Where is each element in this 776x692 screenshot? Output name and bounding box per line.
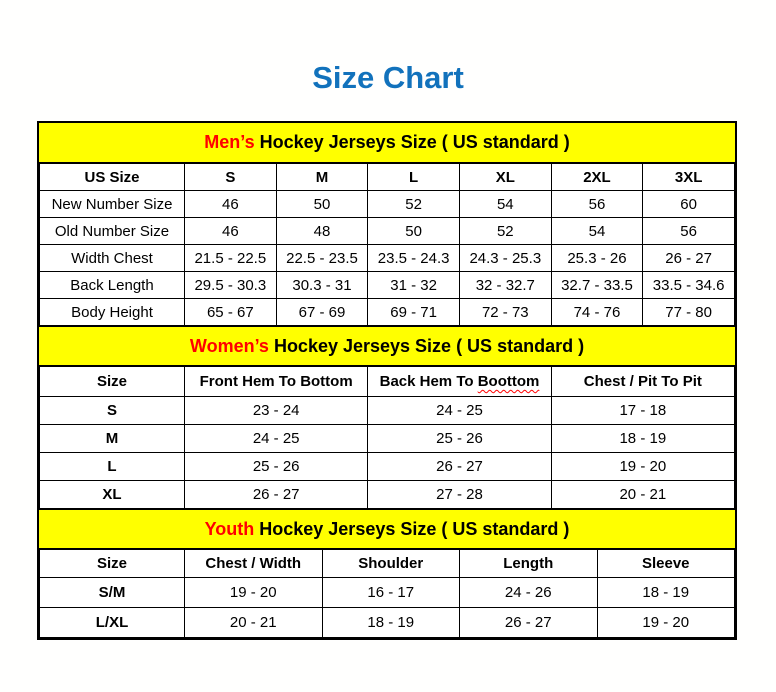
size-value-cell: 46: [185, 218, 277, 245]
column-header: L: [368, 164, 460, 191]
table-row: [40, 425, 735, 453]
size-value-cell: 24 - 26: [460, 578, 598, 608]
size-value-cell: 69 - 71: [368, 299, 460, 326]
size-chart-tables: [37, 121, 737, 640]
size-value-cell: 54: [459, 191, 551, 218]
youth-header-row: [40, 550, 735, 578]
size-value-cell: 31 - 32: [368, 272, 460, 299]
size-value-cell: 33.5 - 34.6: [643, 272, 735, 299]
size-value-cell: 25 - 26: [185, 453, 368, 481]
size-value-cell: 30.3 - 31: [276, 272, 368, 299]
size-value-cell: 52: [459, 218, 551, 245]
size-value-cell: 26 - 27: [368, 453, 551, 481]
mens-banner-text: Hockey Jerseys Size ( US standard ): [254, 132, 570, 152]
size-value-cell: 25.3 - 26: [551, 245, 643, 272]
row-label: S: [40, 397, 185, 425]
size-value-cell: 65 - 67: [185, 299, 277, 326]
size-value-cell: 56: [643, 218, 735, 245]
womens-banner-highlight: Women’s: [189, 336, 269, 356]
column-header: Chest / Width: [185, 550, 323, 578]
size-value-cell: 19 - 20: [185, 578, 323, 608]
table-row: [40, 218, 735, 245]
column-header: Chest / Pit To Pit: [551, 367, 734, 397]
row-label: Back Length: [40, 272, 185, 299]
table-row: [40, 299, 735, 326]
row-label: L: [40, 453, 185, 481]
table-row: [40, 453, 735, 481]
size-value-cell: 72 - 73: [459, 299, 551, 326]
column-header: XL: [459, 164, 551, 191]
table-row: [40, 481, 735, 509]
size-value-cell: 26 - 27: [643, 245, 735, 272]
column-header: M: [276, 164, 368, 191]
size-value-cell: 29.5 - 30.3: [185, 272, 277, 299]
size-value-cell: 60: [643, 191, 735, 218]
size-value-cell: 26 - 27: [185, 481, 368, 509]
page-title: Size Chart: [312, 60, 464, 95]
size-value-cell: 32 - 32.7: [459, 272, 551, 299]
size-value-cell: 23.5 - 24.3: [368, 245, 460, 272]
mens-size-table: [39, 163, 735, 326]
size-value-cell: 18 - 19: [322, 608, 460, 638]
row-label: Width Chest: [40, 245, 185, 272]
mens-banner-highlight: Men’s: [204, 132, 255, 152]
size-value-cell: 20 - 21: [551, 481, 734, 509]
column-header: Size: [40, 550, 185, 578]
column-header: US Size: [40, 164, 185, 191]
womens-header-row: [40, 367, 735, 397]
size-value-cell: 77 - 80: [643, 299, 735, 326]
mens-header-row: [40, 164, 735, 191]
size-value-cell: 54: [551, 218, 643, 245]
size-value-cell: 17 - 18: [551, 397, 734, 425]
column-header: Shoulder: [322, 550, 460, 578]
size-value-cell: 22.5 - 23.5: [276, 245, 368, 272]
table-row: [40, 245, 735, 272]
column-header: 2XL: [551, 164, 643, 191]
row-label: M: [40, 425, 185, 453]
size-value-cell: 16 - 17: [322, 578, 460, 608]
size-value-cell: 19 - 20: [551, 453, 734, 481]
table-row: [40, 608, 735, 638]
table-row: [40, 191, 735, 218]
column-header: Size: [40, 367, 185, 397]
youth-size-table: [39, 549, 735, 638]
size-value-cell: 18 - 19: [551, 425, 734, 453]
size-value-cell: 67 - 69: [276, 299, 368, 326]
column-header: S: [185, 164, 277, 191]
column-header: Length: [460, 550, 598, 578]
size-value-cell: 25 - 26: [368, 425, 551, 453]
table-row: [40, 578, 735, 608]
column-header: 3XL: [643, 164, 735, 191]
column-header-text: Back Hem To: [379, 373, 478, 390]
row-label: S/M: [40, 578, 185, 608]
row-label: Old Number Size: [40, 218, 185, 245]
size-value-cell: 74 - 76: [551, 299, 643, 326]
mens-section-banner: [39, 123, 735, 163]
size-value-cell: 24 - 25: [185, 425, 368, 453]
womens-size-table: [39, 366, 735, 509]
youth-banner-highlight: Youth: [204, 519, 255, 539]
column-header: [368, 367, 551, 397]
womens-section-banner: [39, 326, 735, 366]
size-value-cell: 46: [185, 191, 277, 218]
column-header: Sleeve: [597, 550, 735, 578]
size-value-cell: 19 - 20: [597, 608, 735, 638]
size-value-cell: 20 - 21: [185, 608, 323, 638]
size-value-cell: 50: [368, 218, 460, 245]
size-value-cell: 27 - 28: [368, 481, 551, 509]
table-row: [40, 272, 735, 299]
row-label: XL: [40, 481, 185, 509]
size-value-cell: 23 - 24: [185, 397, 368, 425]
size-value-cell: 50: [276, 191, 368, 218]
womens-banner-text: Hockey Jerseys Size ( US standard ): [268, 336, 585, 356]
size-value-cell: 18 - 19: [597, 578, 735, 608]
size-value-cell: 48: [276, 218, 368, 245]
row-label: L/XL: [40, 608, 185, 638]
size-value-cell: 24 - 25: [368, 397, 551, 425]
misspelled-word-spellcheck: Boottom: [477, 373, 540, 390]
youth-banner-text: Hockey Jerseys Size ( US standard ): [254, 519, 570, 539]
column-header: Front Hem To Bottom: [185, 367, 368, 397]
size-value-cell: 32.7 - 33.5: [551, 272, 643, 299]
size-value-cell: 52: [368, 191, 460, 218]
size-value-cell: 26 - 27: [460, 608, 598, 638]
row-label: New Number Size: [40, 191, 185, 218]
size-value-cell: 21.5 - 22.5: [185, 245, 277, 272]
size-value-cell: 24.3 - 25.3: [459, 245, 551, 272]
size-value-cell: 56: [551, 191, 643, 218]
youth-section-banner: [39, 509, 735, 549]
table-row: [40, 397, 735, 425]
row-label: Body Height: [40, 299, 185, 326]
